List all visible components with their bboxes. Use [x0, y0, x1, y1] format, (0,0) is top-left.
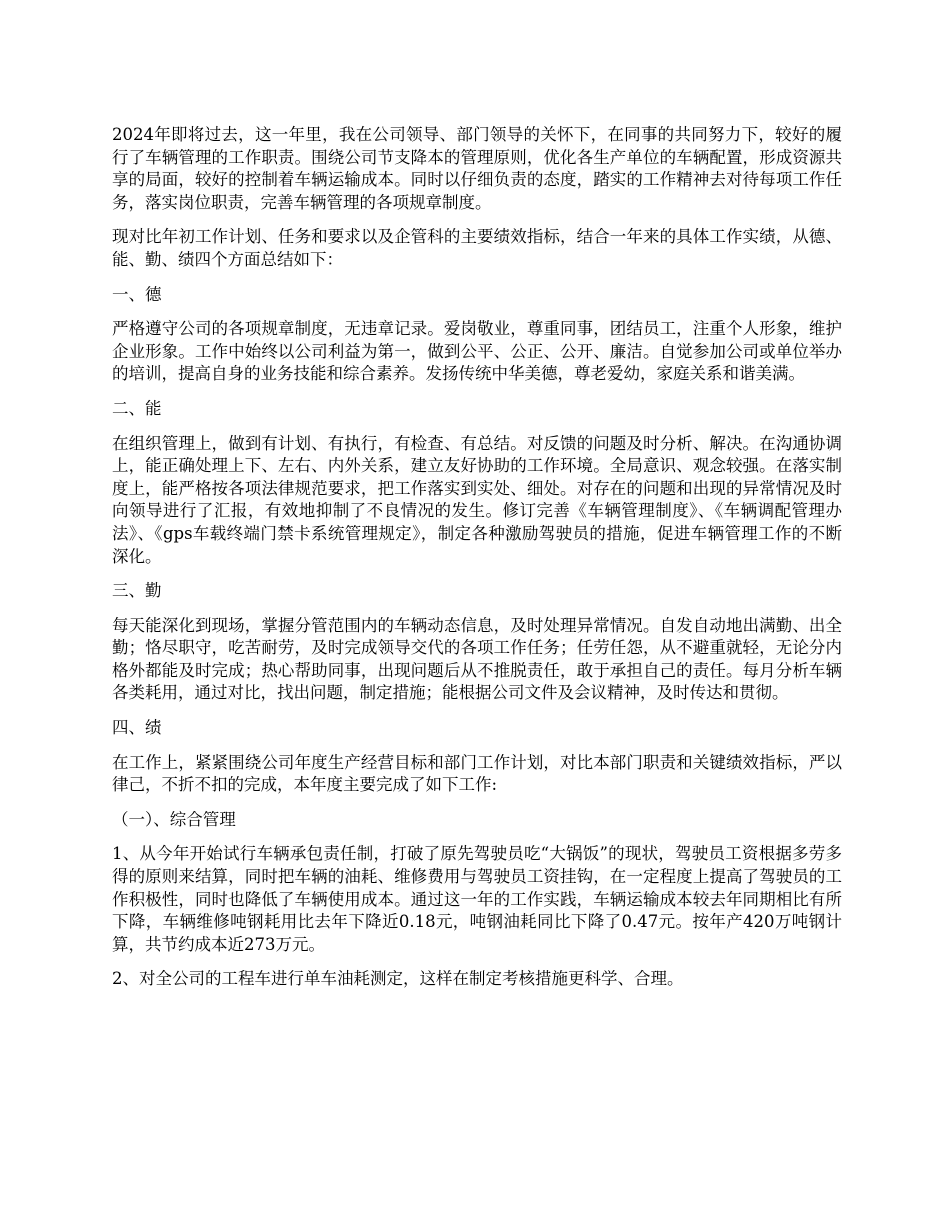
document-body: [112, 124, 842, 1003]
section-heading-ji: 四、绩: [112, 718, 162, 738]
paragraph-item-2: 2、对全公司的工程车进行单车油耗测定，这样在制定考核措施更科学、合理。: [112, 969, 684, 989]
paragraph-de: 严格遵守公司的各项规章制度，无违章记录。爱岗敬业，尊重同事，团结员工，注重个人形象，维护企业形象。工作中始终以公司利益为第一，做到公平、公正、公开、廉洁。自觉参加公司或单位举办的培训，提高自身的业务技能和综合素养。发扬传统中华美德，尊老爱幼，家庭关系和谐美满。: [112, 319, 842, 384]
paragraph-neng: 在组织管理上，做到有计划、有执行，有检查、有总结。对反馈的问题及时分析、解决。在沟通协调上，能正确处理上下、左右、内外关系，建立友好协助的工作环境。全局意识、观念较强。在落实制度上，能严格按各项法律规范要求，把工作落实到实处、细处。对存在的问题和出现的异常情况及时向领导进行了汇报，有效地抑制了不良情况的发生。修订完善《车辆管理制度》、《车辆调配管理办法》、《gps车载终端门禁卡系统管理规定》，制定各种激励驾驶员的措施，促进车辆管理工作的不断深化。: [112, 433, 842, 566]
subsection-heading-general-management: （一）、综合管理: [112, 809, 236, 829]
paragraph-intro: 2024年即将过去，这一年里，我在公司领导、部门领导的关怀下，在同事的共同努力下，较好的履行了车辆管理的工作职责。围绕公司节支降本的管理原则，优化各生产单位的车辆配置，形成资源共享的局面，较好的控制着车辆运输成本。同时以仔细负责的态度，踏实的工作精神去对待每项工作任务，落实岗位职责，完善车辆管理的各项规章制度。: [112, 125, 842, 212]
section-heading-qin: 三、勤: [112, 581, 162, 601]
paragraph-ji: 在工作上，紧紧围绕公司年度生产经营目标和部门工作计划，对比本部门职责和关键绩效指标，严以律己，不折不扣的完成，本年度主要完成了如下工作:: [112, 752, 842, 795]
section-heading-neng: 二、能: [112, 398, 162, 418]
section-heading-de: 一、德: [112, 284, 162, 304]
paragraph-summary-scope: 现对比年初工作计划、任务和要求以及企管科的主要绩效指标，结合一年来的具体工作实绩，从德、能、勤、绩四个方面总结如下：: [112, 227, 842, 269]
paragraph-item-1: 1、从今年开始试行车辆承包责任制，打破了原先驾驶员吃“大锅饭”的现状，驾驶员工资根据多劳多得的原则来结算，同时把车辆的油耗、维修费用与驾驶员工资挂钩，在一定程度上提高了驾驶员的工作积极性，同时也降低了车辆使用成本。通过这一年的工作实践，车辆运输成本较去年同期相比有所下降，车辆维修吨钢耗用比去年下降近0.18元，吨钢油耗同比下降了0.47元。按年产420万吨钢计算，共节约成本近273万元。: [112, 844, 842, 954]
paragraph-qin: 每天能深化到现场，掌握分管范围内的车辆动态信息，及时处理异常情况。自发自动地出满勤、出全勤；恪尽职守，吃苦耐劳，及时完成领导交代的各项工作任务；任劳任怨，从不避重就轻，无论分内格外都能及时完成；热心帮助同事，出现问题后从不推脱责任，敢于承担自己的责任。每月分析车辆各类耗用，通过对比，找出问题，制定措施；能根据公司文件及会议精神，及时传达和贯彻。: [112, 615, 842, 703]
